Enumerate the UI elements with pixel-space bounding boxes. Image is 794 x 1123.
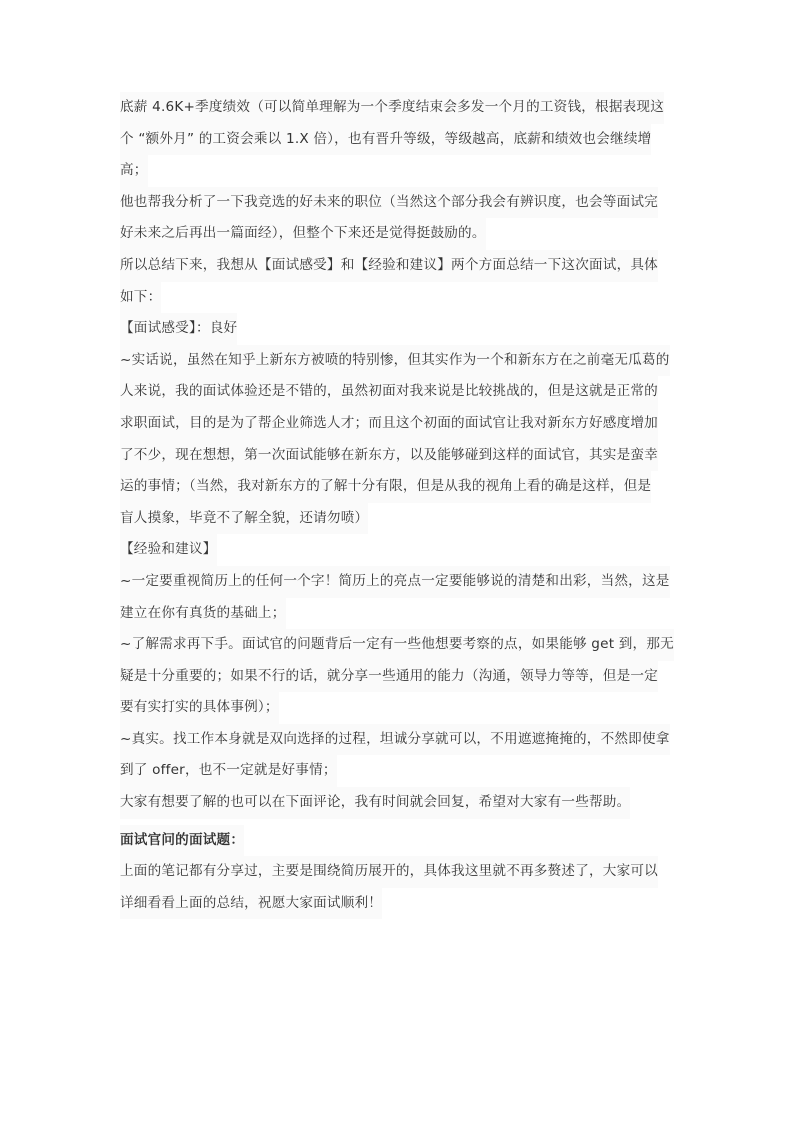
paragraph-closing [120,787,680,819]
text-line: 【面试感受】：良好 [120,313,237,345]
text-line: 大家有想要了解的也可以在下面评论，我有时间就会回复，希望对大家有一些帮助。 [120,787,630,819]
paragraph-questions [120,856,680,919]
text-line: 好未来之后再出一篇面经），但整个下来还是觉得挺鼓励的。 [120,218,486,250]
text-line: 运的事情；（当然，我对新东方的了解十分有限，但是从我的视角上看的确是这样，但是 [120,471,651,503]
text-line: 如下： [120,282,161,314]
text-line: 上面的笔记都有分享过，主要是围绕简历展开的，具体我这里就不再多赘述了，大家可以 [120,856,658,888]
text-line: ~实话说，虽然在知乎上新东方被喷的特别惨，但其实作为一个和新东方在之前毫无瓜葛的 [120,345,670,377]
paragraph-feeling-heading [120,313,680,345]
text-line: 建立在你有真货的基础上； [120,598,286,630]
text-line: 人来说，我的面试体验还是不错的，虽然初面对我来说是比较挑战的，但是这就是正常的 [120,376,658,408]
text-line: 底薪 4.6K+季度绩效（可以简单理解为一个季度结束会多发一个月的工资钱，根据表现这 [120,92,664,124]
text-line: 盲人摸象，毕竟不了解全貌，还请勿喷） [120,503,368,535]
text-line: 到了 offer，也不一定就是好事情； [120,755,337,787]
text-line: 要有实打实的具体事例）； [120,692,279,724]
paragraph-analysis [120,187,680,250]
text-line: 疑是十分重要的；如果不行的话，就分享一些通用的能力（沟通，领导力等等，但是一定 [120,661,658,693]
text-line: 高； [120,155,148,187]
paragraph-summary [120,250,680,313]
text-line: ~真实。找工作本身就是双向选择的过程，坦诚分享就可以，不用遮遮掩掩的，不然即使拿 [120,724,670,756]
text-line: 了不少，现在想想，第一次面试能够在新东方，以及能够碰到这样的面试官，其实是蛮幸 [120,440,658,472]
text-line: 个 “额外月” 的工资会乘以 1.X 倍），也有晋升等级，等级越高，底薪和绩效也会继续增 [120,124,651,156]
text-line: 详细看看上面的总结，祝愿大家面试顺利！ [120,888,382,920]
text-line: 他也帮我分析了一下我竞选的好未来的职位（当然这个部分我会有辨识度，也会等面试完 [120,187,658,219]
text-line: 求职面试，目的是为了帮企业筛选人才；而且这个初面的面试官让我对新东方好感度增加 [120,408,658,440]
paragraph-advice-heading [120,534,680,566]
paragraph-advice-2 [120,629,680,724]
text-line: 【经验和建议】 [120,534,217,566]
paragraph-advice-3 [120,724,680,787]
paragraph-salary [120,92,680,187]
document-body [120,92,680,919]
text-line: 所以总结下来，我想从【面试感受】和【经验和建议】两个方面总结一下这次面试，具体 [120,250,658,282]
section-heading: 面试官问的面试题： [120,825,244,857]
paragraph-feeling [120,345,680,535]
text-line: ~了解需求再下手。面试官的问题背后一定有一些他想要考察的点，如果能够 get 到，那无 [120,629,674,661]
text-line: ~一定要重视简历上的任何一个字！简历上的亮点一定要能够说的清楚和出彩，当然，这是 [120,566,670,598]
paragraph-advice-1 [120,566,680,629]
